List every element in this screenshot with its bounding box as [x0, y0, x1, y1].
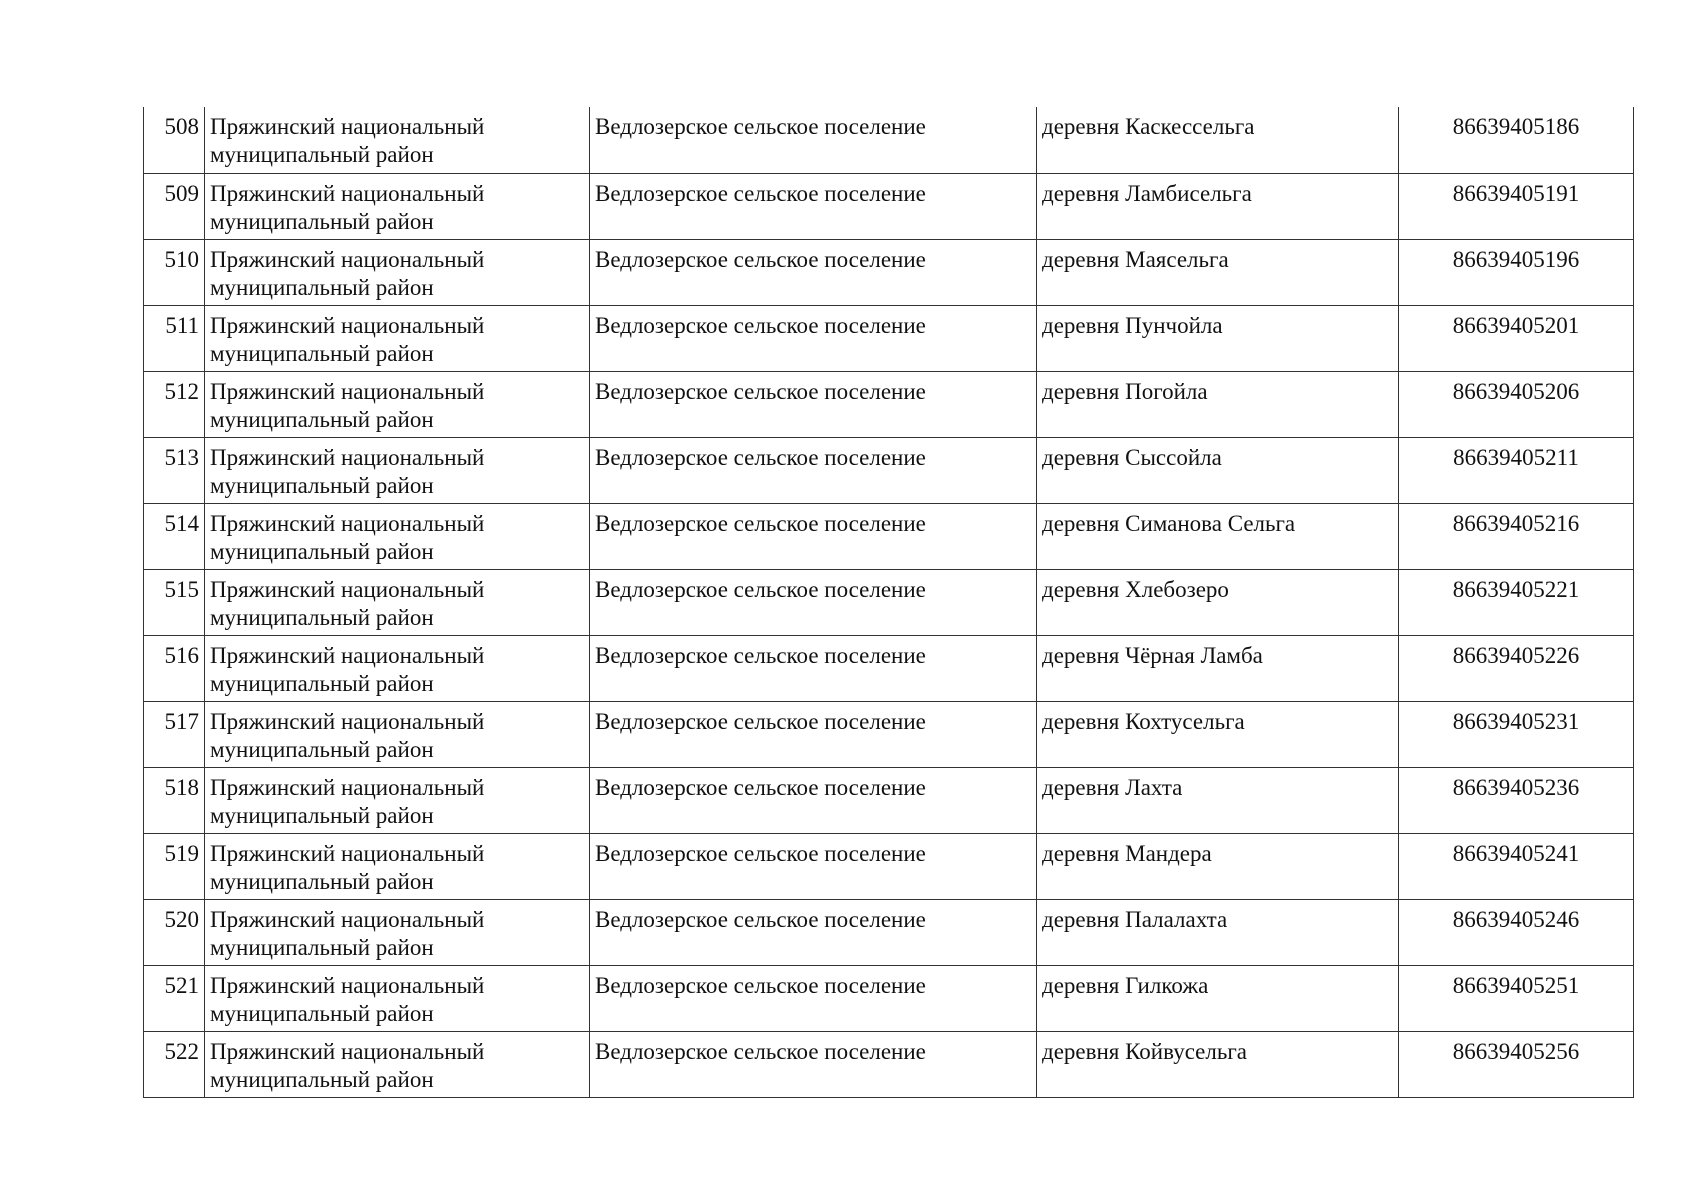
row-number-cell: 510: [144, 239, 205, 305]
settlement-cell: Ведлозерское сельское поселение: [590, 569, 1037, 635]
oktmo-code-cell: 86639405251: [1399, 965, 1634, 1031]
oktmo-code-cell: 86639405226: [1399, 635, 1634, 701]
locality-cell: деревня Койвусельга: [1037, 1031, 1399, 1097]
table-row: [144, 371, 1634, 437]
table-row: [144, 767, 1634, 833]
district-cell: Пряжинский национальный муниципальный район: [205, 503, 590, 569]
table-row: [144, 899, 1634, 965]
locality-cell: деревня Симанова Сельга: [1037, 503, 1399, 569]
table-row: [144, 503, 1634, 569]
district-cell: Пряжинский национальный муниципальный район: [205, 173, 590, 239]
row-number-cell: 509: [144, 173, 205, 239]
oktmo-code-cell: 86639405221: [1399, 569, 1634, 635]
settlement-cell: Ведлозерское сельское поселение: [590, 503, 1037, 569]
district-cell: Пряжинский национальный муниципальный район: [205, 371, 590, 437]
oktmo-code-cell: 86639405241: [1399, 833, 1634, 899]
table-row: [144, 305, 1634, 371]
table-row: [144, 107, 1634, 173]
row-number-cell: 514: [144, 503, 205, 569]
district-cell: Пряжинский национальный муниципальный район: [205, 701, 590, 767]
district-cell: Пряжинский национальный муниципальный район: [205, 899, 590, 965]
locality-cell: деревня Погойла: [1037, 371, 1399, 437]
row-number-cell: 521: [144, 965, 205, 1031]
district-cell: Пряжинский национальный муниципальный район: [205, 569, 590, 635]
district-cell: Пряжинский национальный муниципальный район: [205, 833, 590, 899]
settlement-cell: Ведлозерское сельское поселение: [590, 371, 1037, 437]
table-row: [144, 173, 1634, 239]
district-cell: Пряжинский национальный муниципальный район: [205, 767, 590, 833]
row-number-cell: 511: [144, 305, 205, 371]
settlement-cell: Ведлозерское сельское поселение: [590, 1031, 1037, 1097]
locality-cell: деревня Каскессельга: [1037, 107, 1399, 173]
table-row: [144, 239, 1634, 305]
district-cell: Пряжинский национальный муниципальный район: [205, 965, 590, 1031]
district-cell: Пряжинский национальный муниципальный район: [205, 635, 590, 701]
row-number-cell: 513: [144, 437, 205, 503]
locality-cell: деревня Палалахта: [1037, 899, 1399, 965]
row-number-cell: 518: [144, 767, 205, 833]
locality-cell: деревня Маясельга: [1037, 239, 1399, 305]
table-row: [144, 635, 1634, 701]
settlement-cell: Ведлозерское сельское поселение: [590, 239, 1037, 305]
row-number-cell: 519: [144, 833, 205, 899]
settlement-cell: Ведлозерское сельское поселение: [590, 899, 1037, 965]
oktmo-code-cell: 86639405256: [1399, 1031, 1634, 1097]
table-row: [144, 437, 1634, 503]
registry-table: [143, 107, 1634, 1098]
settlement-cell: Ведлозерское сельское поселение: [590, 701, 1037, 767]
settlement-cell: Ведлозерское сельское поселение: [590, 635, 1037, 701]
table-row: [144, 701, 1634, 767]
district-cell: Пряжинский национальный муниципальный район: [205, 1031, 590, 1097]
settlement-cell: Ведлозерское сельское поселение: [590, 767, 1037, 833]
oktmo-code-cell: 86639405231: [1399, 701, 1634, 767]
locality-cell: деревня Хлебозеро: [1037, 569, 1399, 635]
locality-cell: деревня Кохтусельга: [1037, 701, 1399, 767]
district-cell: Пряжинский национальный муниципальный район: [205, 305, 590, 371]
row-number-cell: 517: [144, 701, 205, 767]
settlement-cell: Ведлозерское сельское поселение: [590, 305, 1037, 371]
table-row: [144, 965, 1634, 1031]
oktmo-code-cell: 86639405246: [1399, 899, 1634, 965]
settlement-cell: Ведлозерское сельское поселение: [590, 173, 1037, 239]
district-cell: Пряжинский национальный муниципальный район: [205, 437, 590, 503]
oktmo-code-cell: 86639405216: [1399, 503, 1634, 569]
oktmo-code-cell: 86639405196: [1399, 239, 1634, 305]
district-cell: Пряжинский национальный муниципальный район: [205, 107, 590, 173]
table-row: [144, 569, 1634, 635]
row-number-cell: 520: [144, 899, 205, 965]
row-number-cell: 522: [144, 1031, 205, 1097]
table-row: [144, 1031, 1634, 1097]
district-cell: Пряжинский национальный муниципальный район: [205, 239, 590, 305]
oktmo-code-cell: 86639405206: [1399, 371, 1634, 437]
settlement-cell: Ведлозерское сельское поселение: [590, 437, 1037, 503]
locality-cell: деревня Мандера: [1037, 833, 1399, 899]
locality-cell: деревня Гилкожа: [1037, 965, 1399, 1031]
locality-cell: деревня Чёрная Ламба: [1037, 635, 1399, 701]
oktmo-code-cell: 86639405191: [1399, 173, 1634, 239]
oktmo-code-cell: 86639405186: [1399, 107, 1634, 173]
row-number-cell: 515: [144, 569, 205, 635]
table-row: [144, 833, 1634, 899]
locality-cell: деревня Сыссойла: [1037, 437, 1399, 503]
oktmo-code-cell: 86639405201: [1399, 305, 1634, 371]
oktmo-code-cell: 86639405211: [1399, 437, 1634, 503]
settlement-cell: Ведлозерское сельское поселение: [590, 833, 1037, 899]
row-number-cell: 508: [144, 107, 205, 173]
row-number-cell: 512: [144, 371, 205, 437]
locality-cell: деревня Лахта: [1037, 767, 1399, 833]
settlement-cell: Ведлозерское сельское поселение: [590, 965, 1037, 1031]
oktmo-code-cell: 86639405236: [1399, 767, 1634, 833]
locality-cell: деревня Пунчойла: [1037, 305, 1399, 371]
settlement-cell: Ведлозерское сельское поселение: [590, 107, 1037, 173]
locality-cell: деревня Ламбисельга: [1037, 173, 1399, 239]
registry-table-body: [144, 107, 1634, 1097]
row-number-cell: 516: [144, 635, 205, 701]
